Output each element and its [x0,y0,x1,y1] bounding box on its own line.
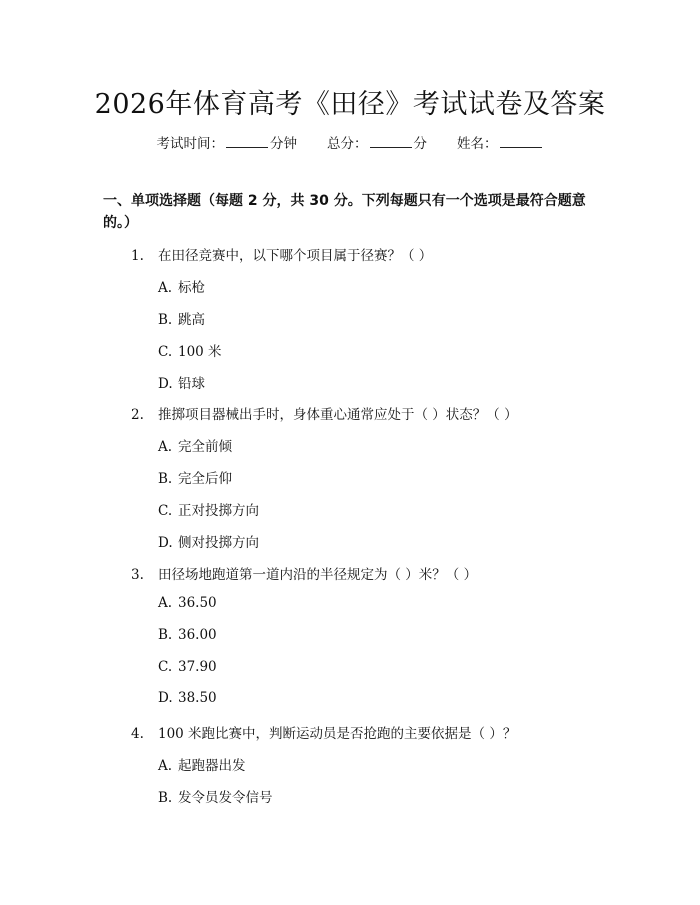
question-1 [131,244,432,264]
question-number: 2. [131,407,144,423]
option-letter: C. [158,344,173,360]
question-number: 3. [131,567,144,583]
option-letter: D. [158,690,173,706]
option-text: 标枪 [178,280,205,296]
question-number: 1. [131,248,144,264]
question-1-option-a [158,276,205,296]
question-1-option-d [158,372,205,392]
option-letter: D. [158,376,173,392]
option-text: 36.50 [178,595,217,611]
option-text: 侧对投掷方向 [178,535,259,551]
option-letter: B. [158,790,173,806]
option-letter: B. [158,471,173,487]
question-3-option-d [158,690,217,706]
option-letter: A. [158,280,173,296]
section-heading: 一、单项选择题（每题 2 分，共 30 分。下列每题只有一个选项是最符合题意的。） [103,193,586,231]
question-2 [131,403,518,423]
option-text: 正对投掷方向 [178,503,259,519]
question-4-option-a [158,754,246,774]
question-3 [131,563,477,583]
total-score-label: 总分： [327,136,368,152]
option-text: 100 米 [178,344,222,360]
option-text: 铅球 [178,376,205,392]
total-score-blank [370,134,412,148]
question-4-option-b [158,786,273,806]
option-text: 36.00 [178,627,217,643]
exam-info-line [0,132,700,152]
question-text: 100 米跑比赛中，判断运动员是否抢跑的主要依据是（ ）？ [158,726,517,742]
option-text: 起跑器出发 [178,758,246,774]
option-text: 完全前倾 [178,439,232,455]
question-text: 田径场地跑道第一道内沿的半径规定为（ ）米？（ ） [158,567,478,583]
option-letter: D. [158,535,173,551]
question-number: 4. [131,726,144,742]
question-4 [131,722,516,742]
option-letter: A. [158,595,173,611]
option-letter: A. [158,758,173,774]
question-text: 在田径竞赛中，以下哪个项目属于径赛？（ ） [158,248,433,264]
question-2-option-d [158,531,259,551]
option-letter: C. [158,659,173,675]
option-text: 完全后仰 [178,471,232,487]
question-3-option-a [158,595,217,611]
student-name-label: 姓名： [457,136,498,152]
option-text: 跳高 [178,312,205,328]
question-3-option-b [158,627,217,643]
question-2-option-c [158,499,259,519]
question-text: 推掷项目器械出手时，身体重心通常应处于（ ）状态？（ ） [158,407,518,423]
student-name-blank [500,134,542,148]
question-2-option-a [158,435,232,455]
question-3-option-c [158,659,217,675]
option-text: 37.90 [178,659,217,675]
exam-title: 2026年体育高考《田径》考试试卷及答案 [94,89,606,120]
student-name-field [457,132,544,152]
option-letter: B. [158,312,173,328]
question-1-option-b [158,308,205,328]
total-score-field [327,132,427,152]
exam-time-blank [226,134,268,148]
exam-time-unit: 分钟 [270,136,297,152]
option-text: 38.50 [178,690,217,706]
exam-time-field [157,132,298,152]
option-text: 发令员发令信号 [178,790,273,806]
option-letter: B. [158,627,173,643]
option-letter: A. [158,439,173,455]
question-2-option-b [158,467,232,487]
question-1-option-c [158,340,222,360]
exam-time-label: 考试时间： [156,136,224,152]
option-letter: C. [158,503,173,519]
total-score-unit: 分 [413,136,427,152]
